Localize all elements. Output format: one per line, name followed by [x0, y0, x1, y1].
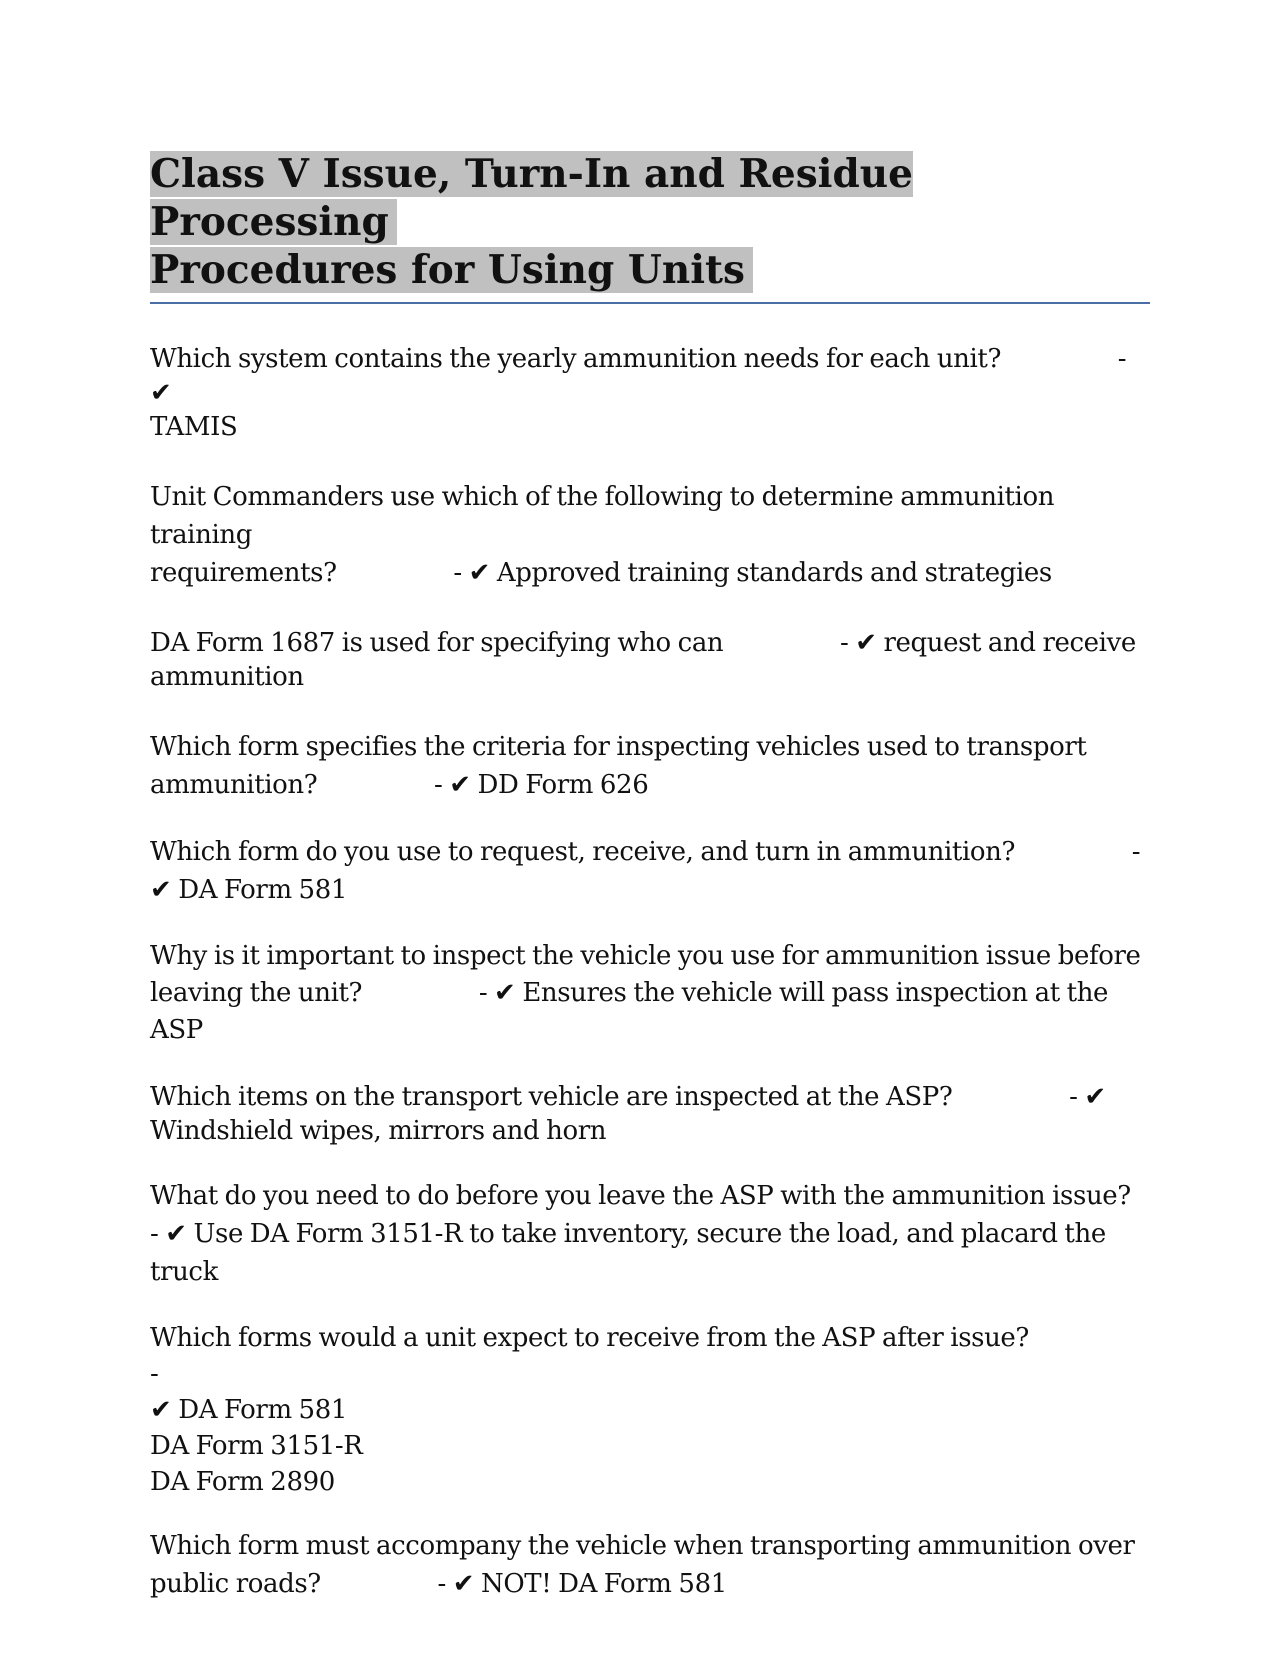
answer-text: DA Form 581	[171, 1395, 347, 1425]
answer-text: Approved training standards and strategies	[490, 558, 1052, 588]
qa-item-5: Which form do you use to request, receive, and turn in ammunition? - ✔ DA Form 581	[150, 837, 1141, 905]
qa-item-2: Unit Commanders use which of the following to determine ammunition training requirements? - ✔ Approved training standards and strategies	[150, 482, 1061, 588]
qa-item-8	[150, 1177, 1150, 1291]
qa-item-6: Why is it important to inspect the vehicle you use for ammunition issue before leaving the unit? - ✔ Ensures the vehicle will pass inspection at the ASP	[150, 941, 1141, 1045]
question-text: DA Form 1687 is used for specifying who can	[150, 628, 724, 658]
check-marker: - ✔	[839, 628, 877, 658]
document-page	[150, 150, 1150, 1603]
check-marker: - ✔	[437, 1569, 475, 1599]
title-highlight-line-1: Class V Issue, Turn-In and Residue Processing	[150, 151, 913, 245]
check-marker: - ✔	[150, 344, 1133, 408]
question-text: Which forms would a unit expect to receive from the ASP after issue?	[150, 1323, 1029, 1353]
check-marker: - ✔	[478, 978, 516, 1008]
answer-text: Windshield wipes, mirrors and horn	[150, 1116, 607, 1146]
qa-item-3: DA Form 1687 is used for specifying who can - ✔ request and receive ammunition	[150, 628, 1136, 692]
question-text: Which items on the transport vehicle are inspected at the ASP?	[150, 1082, 953, 1112]
answer-text: DA Form 581	[171, 875, 347, 905]
check-marker: - ✔	[150, 1219, 187, 1249]
answer-text: DD Form 626	[470, 770, 649, 800]
answer-text: TAMIS	[150, 412, 238, 442]
question-text: Which form do you use to request, receive, and turn in ammunition?	[150, 837, 1016, 867]
qa-item-4: Which form specifies the criteria for inspecting vehicles used to transport ammunition? - ✔ DD Form 626	[150, 732, 1087, 800]
question-text-tail: requirements?	[150, 558, 337, 588]
check-marker: - ✔	[1069, 1082, 1106, 1112]
check-marker: - ✔	[434, 770, 471, 800]
qa-item-1	[150, 342, 1150, 444]
document-title	[150, 150, 1150, 304]
qa-item-10: Which form must accompany the vehicle when transporting ammunition over public roads? - ✔ NOT! DA Form 581	[150, 1531, 1135, 1599]
answer-text: NOT! DA Form 581	[474, 1569, 727, 1599]
qa-item-9: Which forms would a unit expect to receive from the ASP after issue? - ✔ DA Form 581 DA Form 3151-R DA Form 2890	[150, 1323, 1146, 1497]
answer-text: Use DA Form 3151-R to take inventory, secure the load, and placard the truck	[150, 1219, 1113, 1287]
answer-extra-line: DA Form 2890	[150, 1467, 335, 1497]
answer-extra-line: DA Form 3151-R	[150, 1431, 363, 1461]
question-text: Which system contains the yearly ammunition needs for each unit?	[150, 344, 1002, 374]
check-marker: - ✔	[453, 558, 490, 588]
title-highlight-line-2: Procedures for Using Units	[150, 247, 753, 293]
qa-item-7	[150, 1080, 1150, 1148]
question-text: What do you need to do before you leave the ASP with the ammunition issue?	[150, 1181, 1131, 1211]
